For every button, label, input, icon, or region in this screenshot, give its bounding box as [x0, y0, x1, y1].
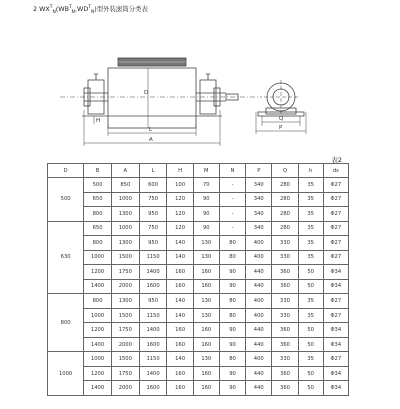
table-cell: 1000 — [111, 221, 139, 236]
table-cell: 1600 — [139, 381, 167, 396]
table-cell: 600 — [139, 178, 167, 193]
table-cell-d: 1000 — [48, 352, 84, 396]
table-cell: 800 — [84, 236, 112, 251]
table-cell: 50 — [298, 265, 323, 280]
table-cell-d: 500 — [48, 178, 84, 222]
table-cell: 140 — [167, 294, 193, 309]
table-cell: Φ27 — [323, 207, 348, 222]
table-cell: 500 — [84, 178, 112, 193]
table-cell: 330 — [272, 352, 298, 367]
table-cell: 80 — [219, 236, 245, 251]
table-row — [48, 250, 349, 265]
table-cell: 160 — [193, 366, 219, 381]
column-header: ds — [323, 164, 348, 178]
table-cell: 160 — [193, 337, 219, 352]
table-cell: Φ34 — [323, 337, 348, 352]
table-cell: 340 — [246, 178, 272, 193]
column-header: Q — [272, 164, 298, 178]
table-cell: 1150 — [139, 250, 167, 265]
table-row — [48, 279, 349, 294]
table-cell: 440 — [246, 323, 272, 338]
table-cell: 360 — [272, 337, 298, 352]
table-cell: 440 — [246, 265, 272, 280]
table-cell: 160 — [167, 279, 193, 294]
table-row — [48, 178, 349, 193]
table-cell: 850 — [111, 178, 139, 193]
page-title: 2 $WX^T_N(WB^T_N,WD^T_N)$型外装滚筒分类表 — [33, 5, 148, 15]
column-header: L — [139, 164, 167, 178]
table-cell: 650 — [84, 192, 112, 207]
column-header: P — [246, 164, 272, 178]
table-cell: Φ34 — [323, 381, 348, 396]
table-cell: 1750 — [111, 323, 139, 338]
table-cell: 440 — [246, 337, 272, 352]
table-cell: 140 — [167, 250, 193, 265]
table-cell: Φ34 — [323, 323, 348, 338]
table-cell: 400 — [246, 294, 272, 309]
table-cell: 1200 — [84, 323, 112, 338]
table-cell: 35 — [298, 236, 323, 251]
table-cell: Φ27 — [323, 221, 348, 236]
table-cell: 90 — [193, 221, 219, 236]
table-cell: 400 — [246, 236, 272, 251]
table-cell: 90 — [219, 381, 245, 396]
table-row — [48, 221, 349, 236]
table-cell: 160 — [167, 337, 193, 352]
table-cell: - — [219, 207, 245, 222]
spec-table — [47, 163, 349, 396]
table-cell: Φ27 — [323, 308, 348, 323]
table-cell: - — [219, 178, 245, 193]
table-cell: 360 — [272, 366, 298, 381]
table-cell: 340 — [246, 207, 272, 222]
table-cell: 160 — [193, 279, 219, 294]
table-cell: Φ27 — [323, 236, 348, 251]
table-cell: 90 — [219, 366, 245, 381]
table-cell: Φ34 — [323, 279, 348, 294]
table-cell: 330 — [272, 236, 298, 251]
table-cell: 50 — [298, 323, 323, 338]
column-header: M — [193, 164, 219, 178]
table-cell: 340 — [246, 192, 272, 207]
table-row — [48, 294, 349, 309]
table-cell: 120 — [167, 207, 193, 222]
table-cell: 90 — [219, 279, 245, 294]
table-cell: 330 — [272, 294, 298, 309]
table-cell: 330 — [272, 250, 298, 265]
table-cell: 330 — [272, 308, 298, 323]
table-cell: 280 — [272, 192, 298, 207]
table-cell: 400 — [246, 250, 272, 265]
table-cell: 280 — [272, 178, 298, 193]
table-cell: 35 — [298, 294, 323, 309]
table-cell: 35 — [298, 207, 323, 222]
table-cell: 70 — [193, 178, 219, 193]
table-cell: 440 — [246, 366, 272, 381]
table-cell: 50 — [298, 279, 323, 294]
table-cell: 80 — [219, 352, 245, 367]
table-cell: 80 — [219, 294, 245, 309]
table-cell: 1150 — [139, 352, 167, 367]
pulley-drawing — [0, 0, 400, 165]
table-cell: 360 — [272, 381, 298, 396]
table-cell: 130 — [193, 294, 219, 309]
table-cell: 1500 — [111, 308, 139, 323]
table-cell: 1200 — [84, 265, 112, 280]
table-cell: 360 — [272, 265, 298, 280]
table-cell-d: 800 — [48, 294, 84, 352]
table-cell: 35 — [298, 221, 323, 236]
table-cell: 100 — [167, 178, 193, 193]
table-cell: 90 — [219, 337, 245, 352]
table-cell: 130 — [193, 250, 219, 265]
table-cell: 90 — [219, 265, 245, 280]
table-row — [48, 192, 349, 207]
table-cell: 130 — [193, 236, 219, 251]
table-cell: Φ34 — [323, 366, 348, 381]
table-cell: 35 — [298, 192, 323, 207]
table-cell: 130 — [193, 308, 219, 323]
table-cell: 360 — [272, 323, 298, 338]
dim-a-label: A — [149, 137, 153, 143]
column-header: h — [298, 164, 323, 178]
table-row — [48, 236, 349, 251]
table-cell: 140 — [167, 308, 193, 323]
table-cell: 1150 — [139, 308, 167, 323]
table-cell: 1000 — [84, 308, 112, 323]
table-cell: 950 — [139, 294, 167, 309]
table-cell: 80 — [219, 308, 245, 323]
table-cell: Φ27 — [323, 250, 348, 265]
table-cell: 90 — [219, 323, 245, 338]
table-cell: 340 — [246, 221, 272, 236]
table-cell: 160 — [193, 381, 219, 396]
table-cell: 160 — [167, 323, 193, 338]
table-cell: 280 — [272, 207, 298, 222]
column-header: B — [84, 164, 112, 178]
table-row — [48, 323, 349, 338]
table-cell: 1000 — [84, 250, 112, 265]
table-cell: 360 — [272, 279, 298, 294]
table-cell: 2000 — [111, 279, 139, 294]
table-cell: 90 — [193, 192, 219, 207]
table-cell: 400 — [246, 352, 272, 367]
table-cell: 160 — [193, 265, 219, 280]
table-row — [48, 308, 349, 323]
table-cell: 750 — [139, 192, 167, 207]
table-cell: 1400 — [139, 265, 167, 280]
table-cell: 1750 — [111, 366, 139, 381]
table-cell: 1300 — [111, 207, 139, 222]
table-cell: 90 — [193, 207, 219, 222]
table-cell: 35 — [298, 308, 323, 323]
table-cell: 800 — [84, 207, 112, 222]
table-row — [48, 265, 349, 280]
table-cell: 1400 — [139, 323, 167, 338]
table-cell: - — [219, 221, 245, 236]
table-cell: 1750 — [111, 265, 139, 280]
table-cell: Φ27 — [323, 294, 348, 309]
dim-d-label: D — [144, 90, 149, 96]
table-cell: 1400 — [84, 279, 112, 294]
table-cell: 1000 — [84, 352, 112, 367]
table-header-row — [48, 164, 349, 178]
dim-p-label: P — [279, 125, 283, 131]
table-cell: 950 — [139, 207, 167, 222]
table-cell: 1400 — [84, 381, 112, 396]
table-cell: 1600 — [139, 337, 167, 352]
table-cell: Φ27 — [323, 178, 348, 193]
table-cell: 1400 — [139, 366, 167, 381]
column-header: A — [111, 164, 139, 178]
table-cell: 750 — [139, 221, 167, 236]
table-cell: 1000 — [111, 192, 139, 207]
table-cell: 1300 — [111, 294, 139, 309]
table-cell: 400 — [246, 308, 272, 323]
table-cell: 120 — [167, 221, 193, 236]
table-cell: 1600 — [139, 279, 167, 294]
table-cell: 2000 — [111, 381, 139, 396]
table-cell: 280 — [272, 221, 298, 236]
table-cell: 1400 — [84, 337, 112, 352]
table-cell: 1300 — [111, 236, 139, 251]
table-row — [48, 207, 349, 222]
table-cell: 35 — [298, 178, 323, 193]
dim-q-label: Q — [279, 116, 284, 122]
dim-h-label: H — [96, 118, 101, 124]
table-cell: 1500 — [111, 352, 139, 367]
table-cell: 160 — [167, 265, 193, 280]
table-cell: 140 — [167, 236, 193, 251]
table-row — [48, 381, 349, 396]
table-row — [48, 366, 349, 381]
table-cell-d: 630 — [48, 221, 84, 294]
table-cell: 160 — [167, 381, 193, 396]
table-cell: 140 — [167, 352, 193, 367]
table-cell: 950 — [139, 236, 167, 251]
column-header: H — [167, 164, 193, 178]
dim-l-label: L — [149, 127, 153, 133]
table-cell: Φ27 — [323, 192, 348, 207]
table-label: 表2 — [331, 156, 342, 164]
table-cell: 2000 — [111, 337, 139, 352]
table-cell: 1200 — [84, 366, 112, 381]
table-cell: 160 — [167, 366, 193, 381]
table-row — [48, 352, 349, 367]
table-cell: 650 — [84, 221, 112, 236]
table-cell: 1500 — [111, 250, 139, 265]
table-cell: 440 — [246, 381, 272, 396]
table-cell: Φ27 — [323, 352, 348, 367]
table-cell: 160 — [193, 323, 219, 338]
column-header: N — [219, 164, 245, 178]
table-cell: 50 — [298, 337, 323, 352]
table-cell: Φ34 — [323, 265, 348, 280]
table-cell: 35 — [298, 250, 323, 265]
table-cell: 50 — [298, 366, 323, 381]
table-row — [48, 337, 349, 352]
table-cell: 50 — [298, 381, 323, 396]
column-header: D — [48, 164, 84, 178]
table-cell: 440 — [246, 279, 272, 294]
table-cell: 80 — [219, 250, 245, 265]
table-cell: - — [219, 192, 245, 207]
table-cell: 120 — [167, 192, 193, 207]
table-cell: 800 — [84, 294, 112, 309]
table-cell: 130 — [193, 352, 219, 367]
table-cell: 35 — [298, 352, 323, 367]
